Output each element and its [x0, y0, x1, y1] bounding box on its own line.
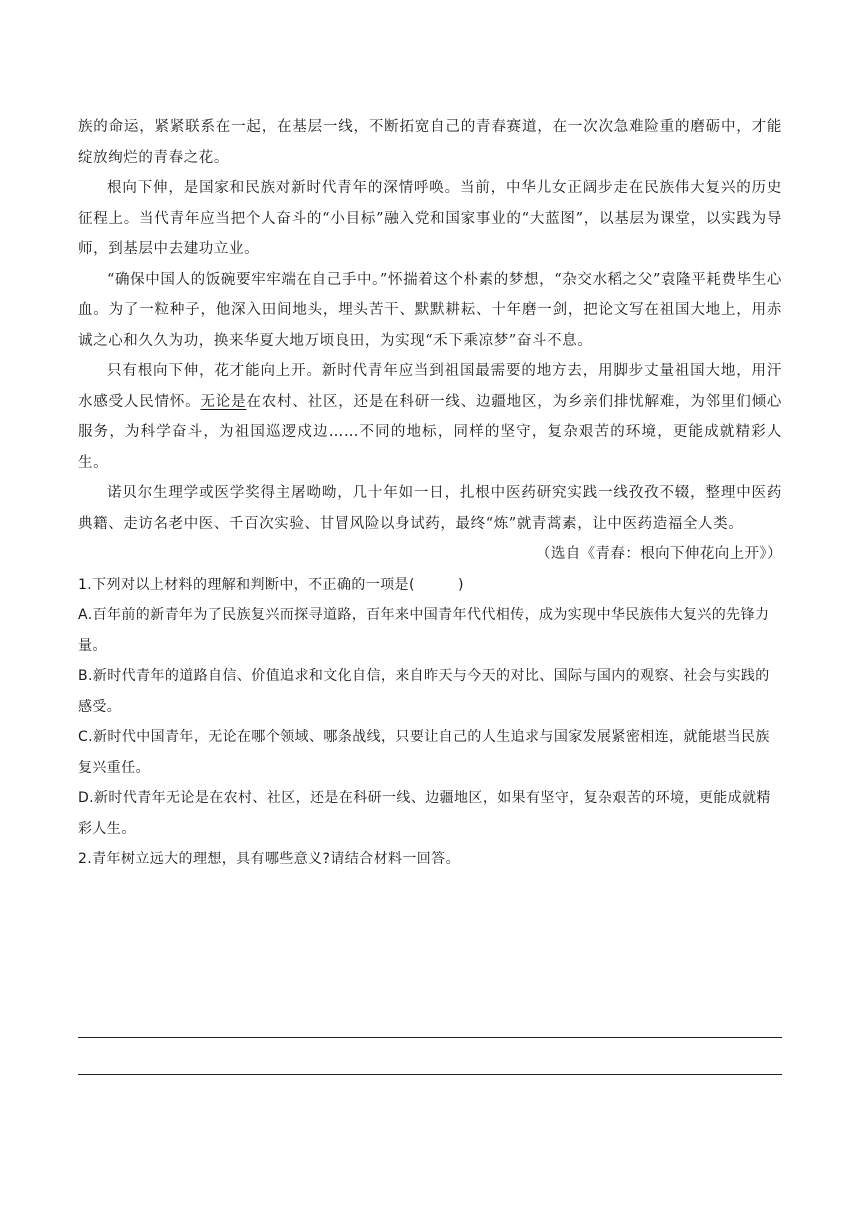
- paragraph-4: [78, 356, 782, 478]
- underlined-phrase: 无论是: [200, 393, 247, 410]
- source-citation: （选自《青春：根向下伸花向上开》）: [535, 546, 782, 562]
- document-body: [78, 112, 782, 875]
- paragraph-1: 族的命运，紧紧联系在一起，在基层一线，不断拓宽自己的青春赛道，在一次次急难险重的磨砺中，才能绽放绚烂的青春之花。: [78, 119, 782, 166]
- option-d: D.新时代青年无论是在农村、社区，还是在科研一线、边疆地区，如果有坚守，复杂艰苦的环境，更能成就精彩人生。: [78, 790, 771, 837]
- paragraph-2: 根向下伸，是国家和民族对新时代青年的深情呼唤。当前，中华儿女正阔步走在民族伟大复兴的历史征程上。当代青年应当把个人奋斗的“小目标”融入党和国家事业的“大蓝图”，以基层为课堂，以实践为导师，到基层中去建功立业。: [78, 180, 782, 257]
- paragraph-4-after: 在农村、社区，还是在科研一线、边疆地区，为乡亲们排忧解难，为邻里们倾心服务，为科学奋斗，为祖国巡逻戍边……不同的地标，同样的坚守，复杂艰苦的环境，更能成就精彩人生。: [78, 393, 782, 471]
- paragraph-5: 诺贝尔生理学或医学奖得主屠呦呦，几十年如一日，扎根中医药研究实践一线孜孜不辍，整理中医药典籍、走访名老中医、千百次实验、甘冒风险以身试药，最终“炼”就青蒿素，让中医药造福全人类。: [78, 485, 782, 532]
- option-b: B.新时代青年的道路自信、价值追求和文化自信，来自昨天与今天的对比、国际与国内的观察、社会与实践的感受。: [78, 668, 770, 715]
- paragraph-3: “确保中国人的饭碗要牢牢端在自己手中。”怀揣着这个朴素的梦想，“杂交水稻之父”袁隆平耗费毕生心血。为了一粒种子，他深入田间地头，埋头苦干、默默耕耘、十年磨一剑，把论文写在祖国大地上，用赤诚之心和久久为功，换来华夏大地万顷良田，为实现“禾下乘凉梦”奋斗不息。: [78, 271, 782, 349]
- paragraph-4-before: 只有根向下伸，花才能向上开。新时代青年应当到祖国最需要的地方去，用脚步丈量祖国大地，用汗水感受人民情怀。: [78, 363, 782, 410]
- question-2: 2.青年树立远大的理想，具有哪些意义?请结合材料一回答。: [78, 851, 460, 867]
- answer-line-1[interactable]: [78, 1037, 782, 1038]
- option-c: C.新时代中国青年，无论在哪个领域、哪条战线，只要让自己的人生追求与国家发展紧密相连，就能堪当民族复兴重任。: [78, 729, 770, 776]
- question-1: 1.下列对以上材料的理解和判断中，不正确的一项是( ): [78, 576, 464, 593]
- option-a: A.百年前的新青年为了民族复兴而探寻道路，百年来中国青年代代相传，成为实现中华民族伟大复兴的先锋力量。: [78, 607, 770, 654]
- answer-line-2[interactable]: [78, 1074, 782, 1075]
